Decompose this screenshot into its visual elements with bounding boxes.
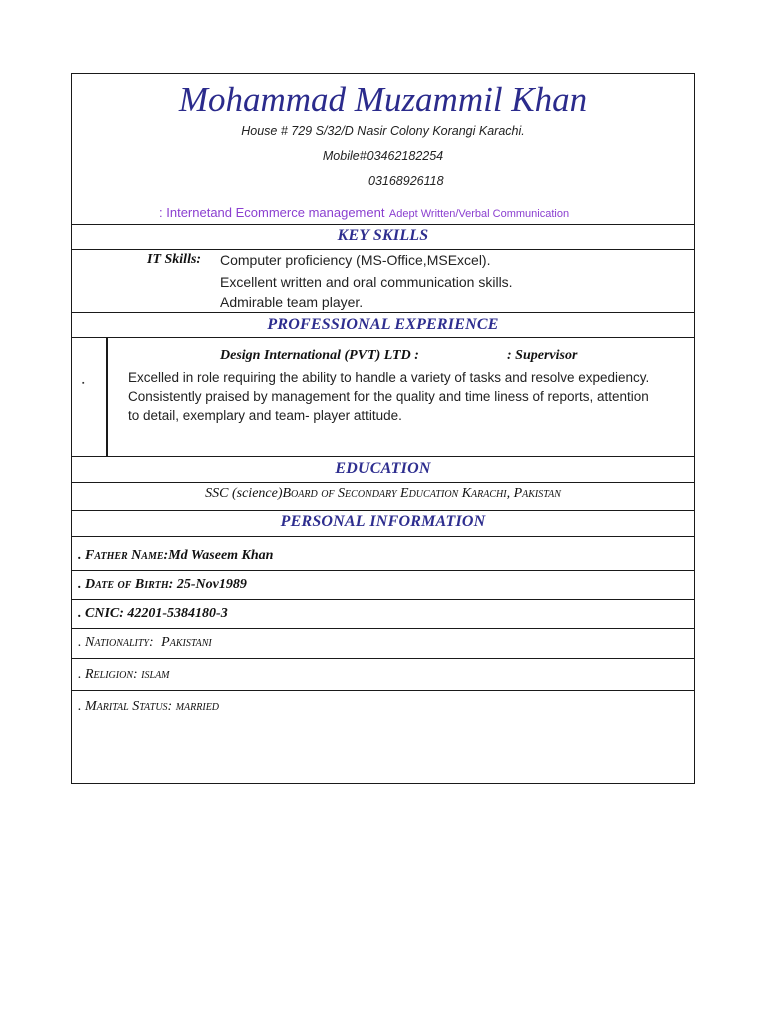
address: House # 729 S/32/D Nasir Colony Korangi Karachi. [241,124,525,138]
it-skills-label: IT Skills: [147,252,202,267]
skill-item: Excellent written and oral communication skills. [220,274,513,290]
skill-item: Admirable team player. [220,294,364,310]
education-entry [72,486,694,502]
divider [72,658,694,659]
education-degree: SSC (science) [205,486,283,501]
religion [78,667,170,683]
religion-value: islam [137,667,170,682]
divider [72,337,694,338]
experience-line: to detail, exemplary and team- player attitude. [128,408,402,423]
divider [72,312,694,313]
divider [72,570,694,571]
objective-secondary: Adept Written/Verbal Communication [388,208,570,220]
nationality [78,635,212,651]
father-name-value: Md Waseem Khan [168,548,274,563]
company-name: Design International (PVT) LTD : [220,348,419,363]
nationality-value: Pakistani [161,635,212,650]
objective [159,204,569,222]
experience-line: Consistently praised by management for the quality and time liness of reports, attention [128,389,649,404]
marital-status-value: married [172,699,220,714]
cnic: . CNIC: 42201-5384180-3 [78,606,228,621]
dob-label: . Date of Birth: [78,577,174,592]
divider [72,224,694,225]
experience-description [128,368,649,425]
candidate-name: Mohammad Muzammil Khan [178,80,588,119]
experience-side-rule [106,337,108,456]
nationality-label: . Nationality: [78,635,154,650]
key-skills-heading: KEY SKILLS [337,227,429,244]
father-name [78,548,273,564]
divider [72,599,694,600]
mobile-number: Mobile#03462182254 [322,149,444,163]
divider [72,628,694,629]
experience-heading: PROFESSIONAL EXPERIENCE [267,316,499,333]
job-role: : Supervisor [507,348,578,363]
father-name-label: . Father Name: [78,548,169,563]
objective-main: Internetand Ecommerce management [166,205,385,220]
date-of-birth [78,577,247,593]
marital-status-label: . Marital Status: [78,699,173,714]
divider [72,536,694,537]
divider [72,482,694,483]
marital-status [78,699,219,715]
divider [72,690,694,691]
dob-value: 25-Nov1989 [173,577,247,592]
divider [72,249,694,250]
divider [72,456,694,457]
education-heading: EDUCATION [335,460,431,477]
religion-label: . Religion: [78,667,138,682]
mobile-number-2: 03168926118 [368,174,444,188]
experience-line: Excelled in role requiring the ability to handle a variety of tasks and resolve expediency. [128,370,650,385]
objective-prefix: : [159,205,167,220]
personal-info-heading: PERSONAL INFORMATION [280,513,486,530]
skill-item: Computer proficiency (MS-Office,MSExcel). [220,252,491,268]
education-board: Board of Secondary Education Karachi, Pakistan [282,486,561,501]
bullet-icon: ▪ [82,380,85,387]
resume-page [71,73,695,784]
divider [72,510,694,511]
